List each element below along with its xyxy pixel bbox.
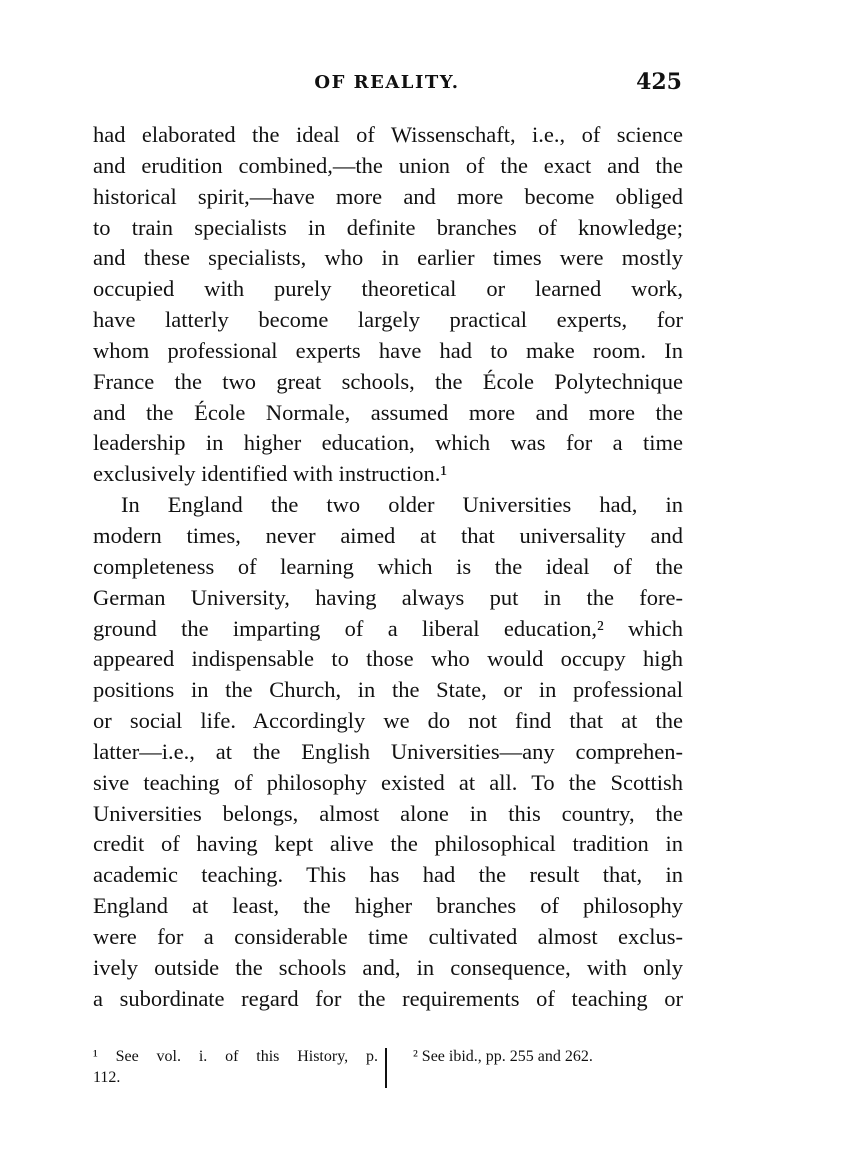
text-line: Universities belongs, almost alone in this country, the — [93, 800, 683, 826]
text-line: England at least, the higher branches of philosophy — [93, 893, 683, 919]
text-line: ively outside the schools and, in consequence, with only — [93, 954, 683, 980]
text-line: completeness of learning which is the ideal of the — [93, 553, 683, 579]
text-line: In England the two older Universities had, in — [121, 492, 683, 518]
text-line: modern times, never aimed at that universality and — [93, 522, 683, 548]
footnote-1 — [93, 1046, 378, 1088]
footnote-1-line: ¹ See vol. i. of this History, p. — [93, 1048, 378, 1065]
text-line: have latterly become largely practical experts, for — [93, 307, 683, 333]
text-line: and erudition combined,—the union of the exact and the — [93, 152, 683, 178]
text-line: a subordinate regard for the requirements of teaching or — [93, 985, 683, 1011]
text-line: German University, having always put in the fore- — [93, 584, 683, 610]
text-line: academic teaching. This has had the result that, in — [93, 862, 683, 888]
text-line: and the École Normale, assumed more and more the — [93, 399, 683, 425]
text-line: historical spirit,—have more and more become obliged — [93, 183, 683, 209]
running-head — [92, 69, 682, 102]
text-line: to train specialists in definite branches of knowledge; — [93, 214, 683, 240]
text-line: exclusively identified with instruction.¹ — [93, 461, 448, 487]
text-line: whom professional experts have had to make room. In — [93, 337, 683, 363]
text-line: France the two great schools, the École Polytechnique — [93, 368, 683, 394]
text-line: and these specialists, who in earlier times were mostly — [93, 245, 683, 271]
text-line: occupied with purely theoretical or learned work, — [93, 276, 683, 302]
text-line: sive teaching of philosophy existed at all. To the Scottish — [93, 769, 683, 795]
text-line: credit of having kept alive the philosophical tradition in — [93, 831, 683, 857]
text-line: ground the imparting of a liberal education,² which — [93, 615, 683, 641]
body-text — [93, 120, 683, 1014]
footnote-2: ² See ibid., pp. 255 and 262. — [413, 1048, 593, 1065]
text-line: latter—i.e., at the English Universities—any comprehen- — [93, 738, 683, 764]
text-line: or social life. Accordingly we do not find that at the — [93, 708, 683, 734]
text-line: positions in the Church, in the State, or in professional — [93, 677, 683, 703]
footnotes — [93, 1046, 683, 1092]
text-line: leadership in higher education, which was for a time — [93, 430, 683, 456]
footnote-divider — [385, 1048, 387, 1088]
text-line: appeared indispensable to those who would occupy high — [93, 646, 683, 672]
footnote-1-line: 112. — [93, 1069, 121, 1086]
text-line: had elaborated the ideal of Wissenschaft, i.e., of science — [93, 122, 683, 147]
page-number: 425 — [636, 69, 682, 95]
text-line: were for a considerable time cultivated almost exclus- — [93, 923, 683, 949]
running-title: OF REALITY. — [314, 72, 460, 93]
